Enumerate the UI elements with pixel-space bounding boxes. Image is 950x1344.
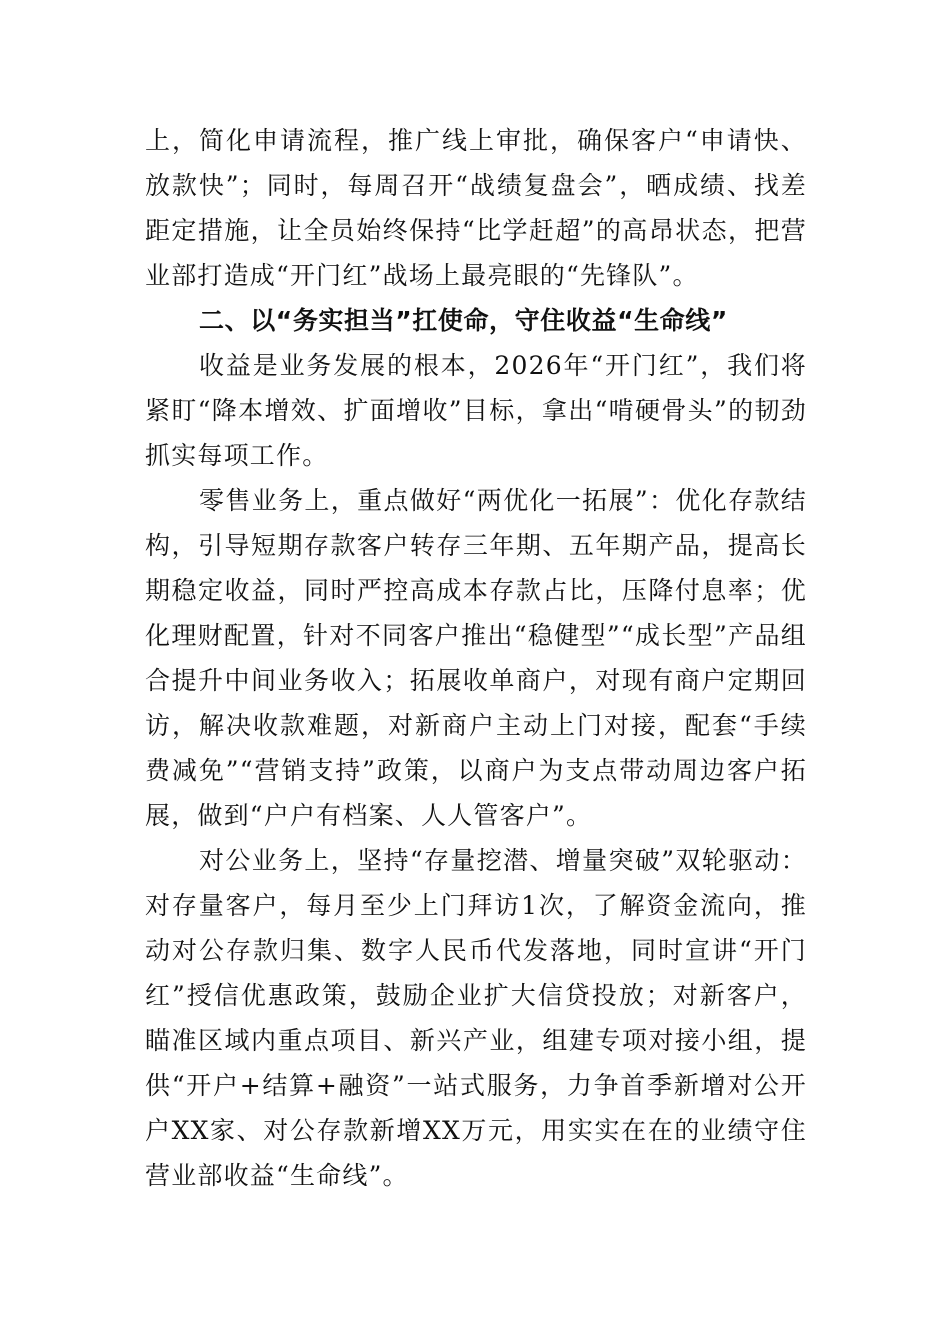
paragraph-revenue-intro: 收益是业务发展的根本，2026年“开门红”，我们将紧盯“降本增效、扩面增收”目标，拿出“啃硬骨头”的韧劲抓实每项工作。: [145, 351, 807, 470]
paragraph-continuation: 上，简化申请流程，推广线上审批，确保客户“申请快、放款快”；同时，每周召开“战绩复盘会”，晒成绩、找差距定措施，让全员始终保持“比学赶超”的高昂状态，把营业部打造成“开门红”战场上最亮眼的“先锋队”。: [145, 126, 807, 290]
section-heading: 二、以“务实担当”扛使命，守住收益“生命线”: [199, 306, 728, 335]
paragraph-corporate-business: 对公业务上，坚持“存量挖潜、增量突破”双轮驱动：对存量客户，每月至少上门拜访1次，了解资金流向，推动对公存款归集、数字人民币代发落地，同时宣讲“开门红”授信优惠政策，鼓励企业扩大信贷投放；对新客户，瞄准区域内重点项目、新兴产业，组建专项对接小组，提供“开户+结算+融资”一站式服务，力争首季新增对公开户XX家、对公存款新增XX万元，用实实在在的业绩守住营业部收益“生命线”。: [145, 846, 807, 1190]
paragraph-retail-business: 零售业务上，重点做好“两优化一拓展”：优化存款结构，引导短期存款客户转存三年期、五年期产品，提高长期稳定收益，同时严控高成本存款占比，压降付息率；优化理财配置，针对不同客户推出“稳健型”“成长型”产品组合提升中间业务收入；拓展收单商户，对现有商户定期回访，解决收款难题，对新商户主动上门对接，配套“手续费减免”“营销支持”政策，以商户为支点带动周边客户拓展，做到“户户有档案、人人管客户”。: [145, 486, 807, 830]
document-body: [145, 118, 807, 1198]
